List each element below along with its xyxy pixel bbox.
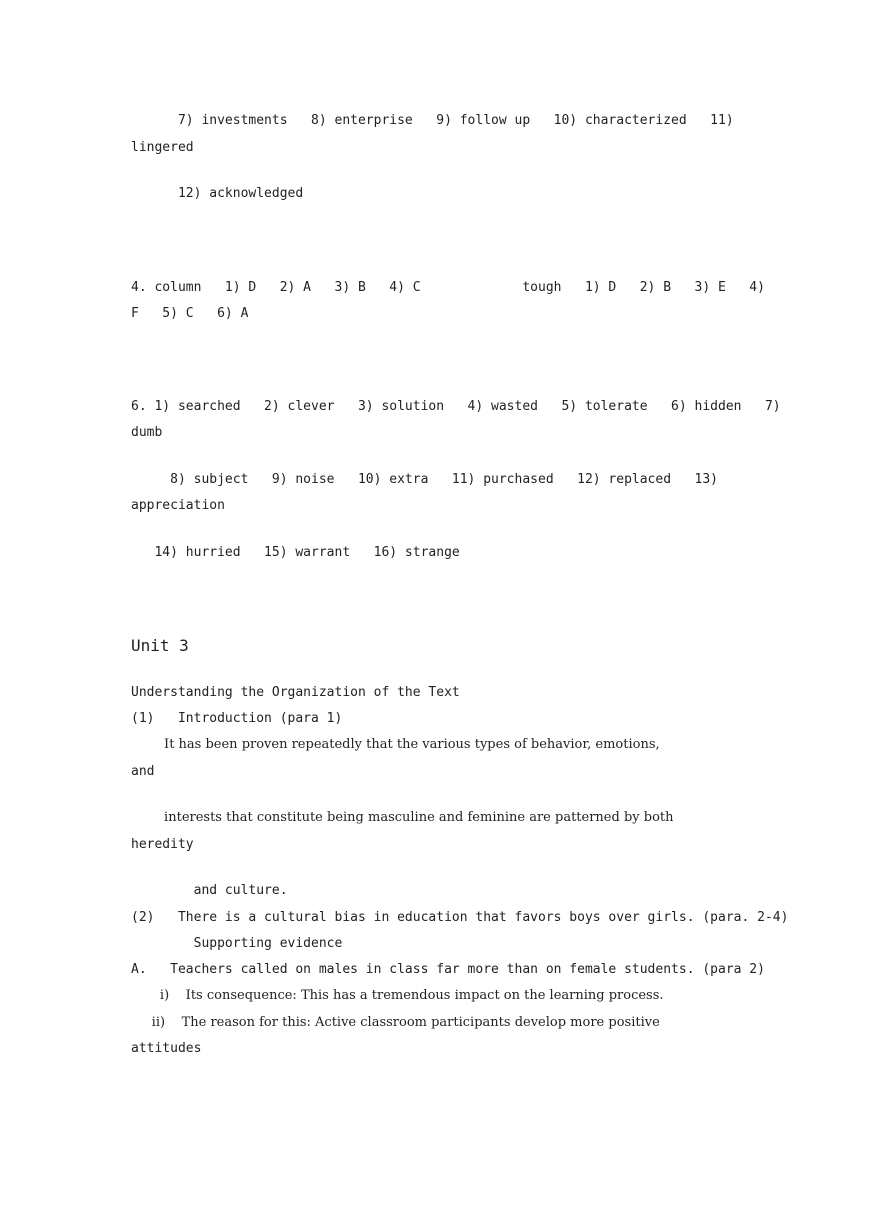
text-line: It has been proven repeatedly that the various types of behavior, emotions, — [131, 737, 660, 752]
text-line: dumb — [131, 425, 163, 440]
text-line: ii) The reason for this: Active classroom participants develop more positive — [131, 1015, 660, 1030]
text-line: i) Its consequence: This has a tremendous impact on the learning process. — [131, 988, 664, 1003]
text-line: (2) There is a cultural bias in education that favors boys over girls. (para. 2-4) — [131, 910, 789, 925]
text-line: and — [131, 764, 155, 779]
text-line: interests that constitute being masculine and feminine are patterned by both — [131, 810, 674, 825]
text-line: Understanding the Organization of the Text — [131, 685, 460, 700]
text-line: lingered — [131, 140, 194, 155]
text-line: Supporting evidence — [131, 936, 343, 951]
text-line: and culture. — [131, 883, 288, 898]
text-line: 14) hurried 15) warrant 16) strange — [131, 545, 460, 560]
text-line: A. Teachers called on males in class far more than on female students. (para 2) — [131, 962, 765, 977]
text-line: 12) acknowledged — [131, 186, 304, 201]
section-heading: Unit 3 — [131, 636, 189, 655]
text-line: 6. 1) searched 2) clever 3) solution 4) wasted 5) tolerate 6) hidden 7) — [131, 399, 781, 414]
text-line: F 5) C 6) A — [131, 306, 249, 321]
text-line: (1) Introduction (para 1) — [131, 711, 343, 726]
text-line: 7) investments 8) enterprise 9) follow up 10) characterized 11) — [131, 113, 734, 128]
text-line: appreciation — [131, 498, 225, 513]
text-line: heredity — [131, 837, 194, 852]
text-line: 4. column 1) D 2) A 3) B 4) C tough 1) D 2) B 3) E 4) — [131, 280, 765, 295]
text-line: attitudes — [131, 1041, 202, 1056]
text-line: 8) subject 9) noise 10) extra 11) purchased 12) replaced 13) — [131, 472, 718, 487]
